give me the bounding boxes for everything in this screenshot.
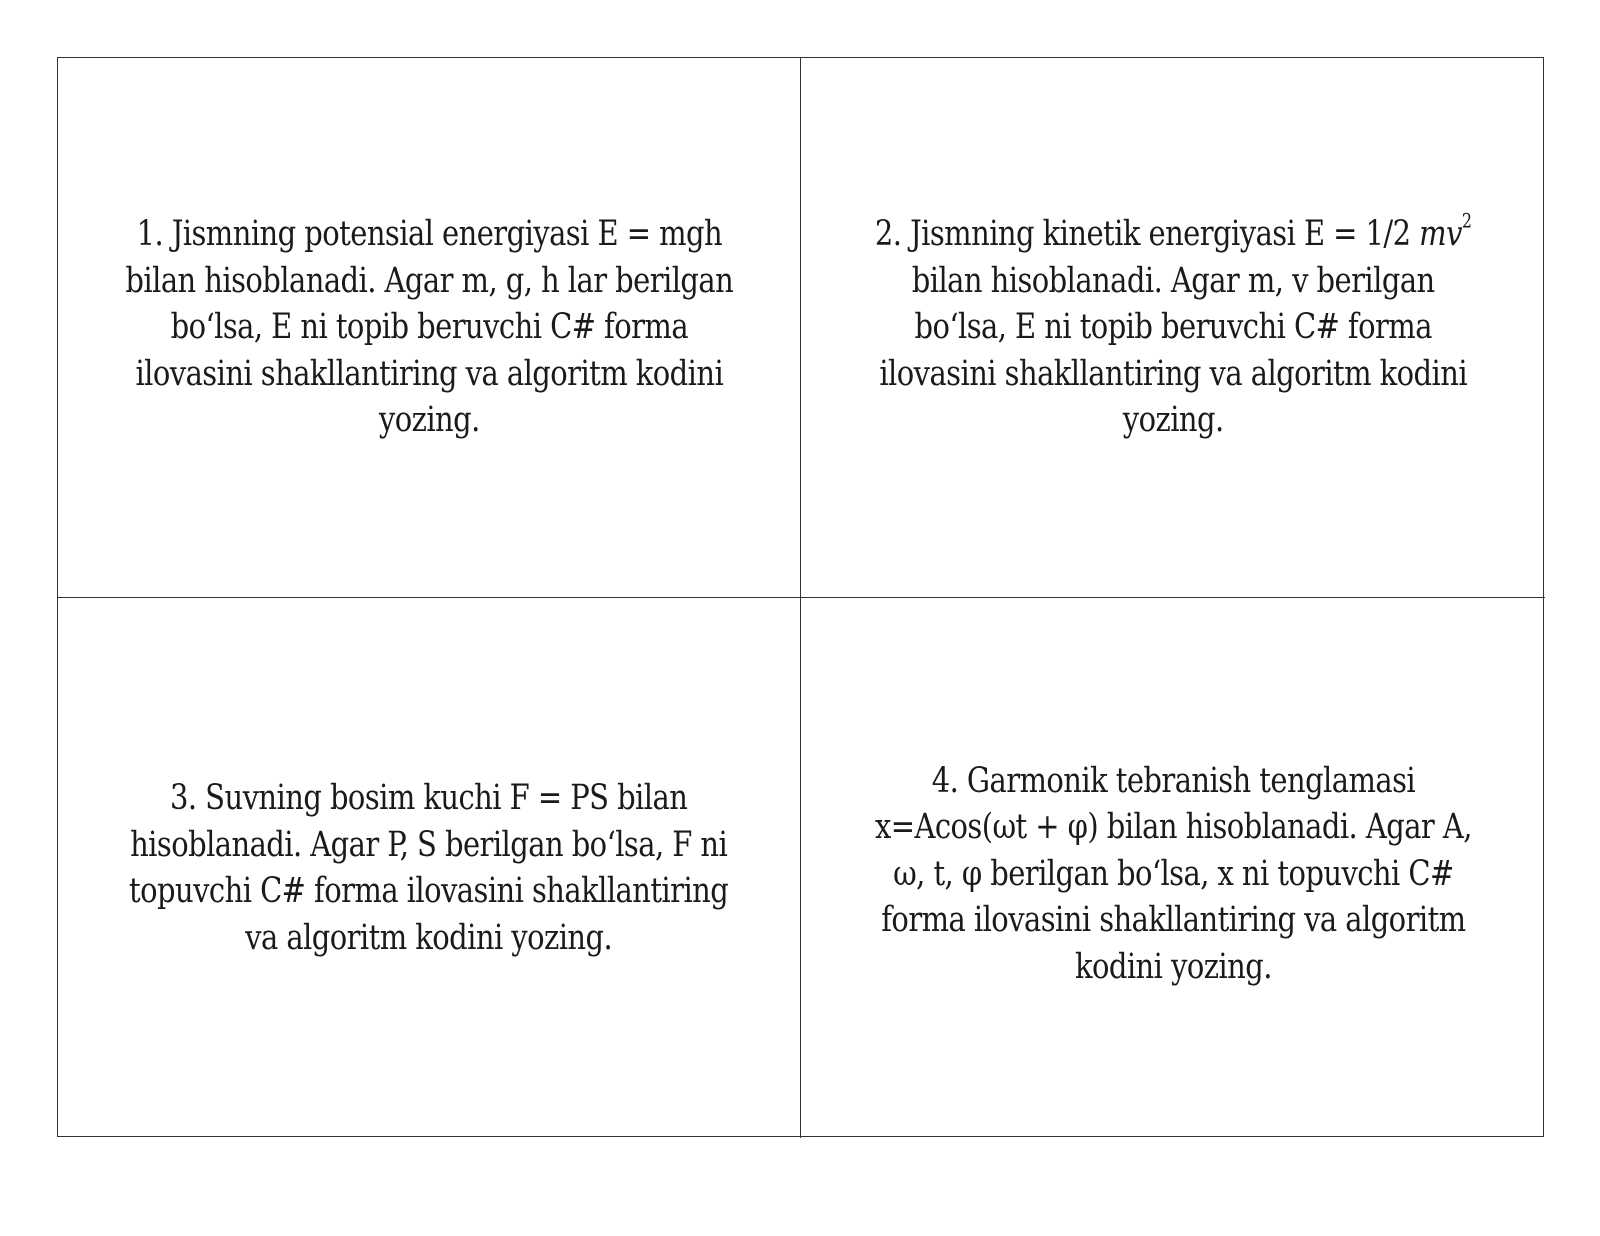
task-line: hisoblanadi. Agar P, S berilgan bo‘lsa, F ni — [130, 824, 728, 865]
task-card-4-text — [875, 758, 1472, 991]
task-line: ω, t, φ berilgan bo‘lsa, x ni topuvchi C# — [892, 853, 1454, 894]
task-line: va algoritm kodini yozing. — [245, 917, 613, 958]
task-line: 1. Jismning potensial energiyasi E = mgh — [136, 214, 722, 255]
task-card-table — [57, 57, 1544, 1137]
task-card-3 — [58, 598, 801, 1138]
task-line: topuvchi C# forma ilovasini shakllantiring — [129, 871, 729, 911]
task-line-prefix: 2. Jismning kinetik energiyasi E = 1/2 — [874, 214, 1419, 255]
formula-variable: mv — [1418, 214, 1462, 255]
task-line: yozing. — [378, 400, 480, 441]
task-line: x=Acos(ωt + φ) bilan hisoblanadi. Agar A, — [874, 807, 1472, 848]
task-line: bilan hisoblanadi. Agar m, g, h lar berilgan — [125, 260, 733, 301]
task-line: bo‘lsa, E ni topib beruvchi C# forma — [170, 307, 688, 348]
task-card-4 — [801, 598, 1545, 1138]
task-line-with-formula — [875, 211, 1472, 258]
task-card-3-text — [129, 775, 728, 961]
task-card-1 — [58, 58, 801, 598]
task-line: 3. Suvning bosim kuchi F = PS bilan — [170, 778, 688, 818]
task-line: bilan hisoblanadi. Agar m, v berilgan — [911, 260, 1435, 301]
task-line: forma ilovasini shakllantiring va algoritm — [880, 900, 1466, 941]
task-line: kodini yozing. — [1074, 946, 1272, 987]
task-card-2 — [801, 58, 1545, 598]
task-line: bo‘lsa, E ni topib beruvchi C# forma — [914, 307, 1432, 348]
task-line: yozing. — [1122, 400, 1224, 441]
formula-exponent: 2 — [1461, 209, 1472, 233]
task-line: ilovasini shakllantiring va algoritm kodini — [135, 353, 723, 394]
task-line: 4. Garmonik tebranish tenglamasi — [931, 760, 1415, 801]
task-card-2-text — [875, 211, 1472, 444]
task-line: ilovasini shakllantiring va algoritm kodini — [879, 353, 1467, 394]
task-card-1-text — [125, 211, 733, 444]
